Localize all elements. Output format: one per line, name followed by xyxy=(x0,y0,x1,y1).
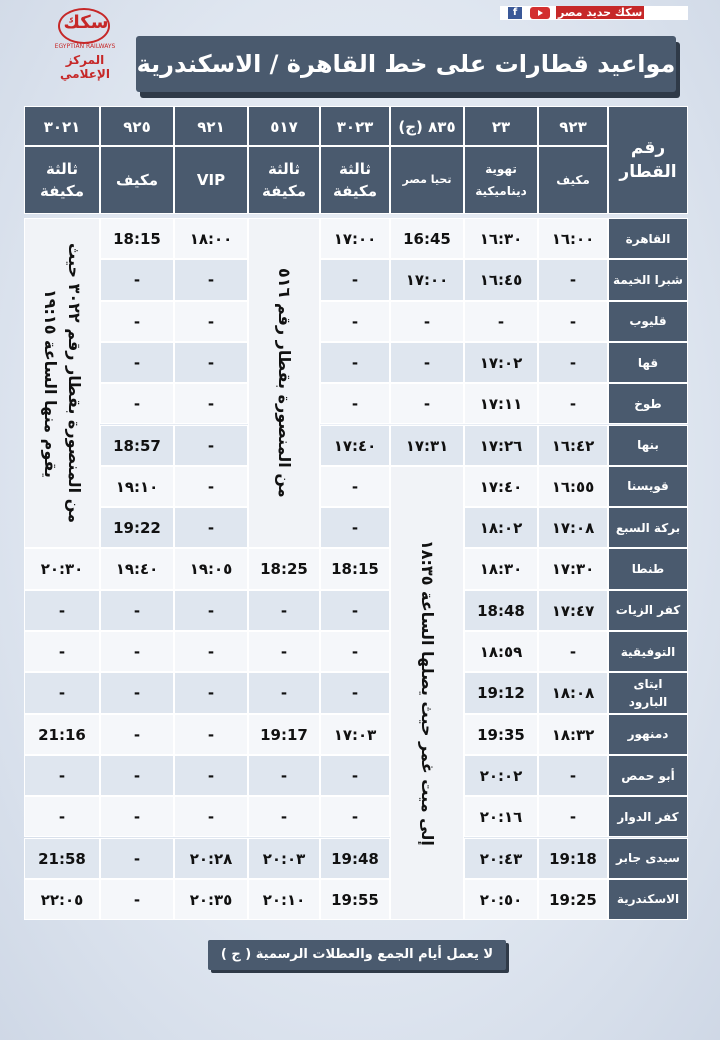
train-type-header: تهوية ديناميكية xyxy=(464,146,538,214)
time-cell: ١٩:٤٠ xyxy=(100,548,174,589)
station-name: شبرا الخيمة xyxy=(608,259,688,300)
time-cell: 21:58 xyxy=(24,838,100,879)
time-cell: - xyxy=(174,796,248,837)
merged-note-517-text: من المنصورة بقطار رقم ٥١٦ xyxy=(275,268,294,499)
time-cell: 19:22 xyxy=(100,507,174,548)
time-cell: - xyxy=(174,383,248,424)
logo-emblem xyxy=(58,8,110,44)
time-cell: - xyxy=(248,672,320,713)
time-cell: - xyxy=(100,259,174,300)
time-cell: - xyxy=(248,631,320,672)
station-name: سيدى جابر xyxy=(608,838,688,879)
time-cell: - xyxy=(320,755,390,796)
footer-note: ( ج ) لا يعمل أيام الجمع والعطلات الرسمية xyxy=(208,940,506,970)
time-cell: ١٧:٤٠ xyxy=(320,425,390,466)
time-cell: - xyxy=(174,342,248,383)
time-cell: ١٧:٠٢ xyxy=(464,342,538,383)
merged-note-517 xyxy=(248,218,320,548)
train-number-header: ٥١٧ xyxy=(248,106,320,146)
station-name: بركة السبع xyxy=(608,507,688,548)
station-name: ايتاى البارود xyxy=(608,672,688,713)
railways-logo xyxy=(40,8,130,81)
time-cell: - xyxy=(174,631,248,672)
train-number-header: ٨٣٥ (ج) xyxy=(390,106,464,146)
station-name: أبو حمص xyxy=(608,755,688,796)
time-cell: - xyxy=(174,714,248,755)
time-cell: 18:15 xyxy=(100,218,174,259)
time-cell: - xyxy=(390,383,464,424)
page-title: مواعيد قطارات على خط القاهرة / الاسكندرية xyxy=(136,50,676,78)
train-type-header: ثالثة مكيفة xyxy=(248,146,320,214)
time-cell: ١٧:١١ xyxy=(464,383,538,424)
time-cell: - xyxy=(100,383,174,424)
time-cell: ٢٠:٣٠ xyxy=(24,548,100,589)
time-cell: 21:16 xyxy=(24,714,100,755)
time-cell: ١٦:٤٥ xyxy=(464,259,538,300)
time-cell: - xyxy=(390,301,464,342)
time-cell: 19:35 xyxy=(464,714,538,755)
station-name: كفر الزيات xyxy=(608,590,688,631)
time-cell: ٢٠:٤٣ xyxy=(464,838,538,879)
logo-subtitle: EGYPTIAN RAILWAYS xyxy=(54,43,116,50)
time-cell: - xyxy=(320,301,390,342)
train-type-header: VIP xyxy=(174,146,248,214)
time-cell: - xyxy=(24,631,100,672)
station-name: بنها xyxy=(608,425,688,466)
time-cell: ١٩:١٠ xyxy=(100,466,174,507)
time-cell: - xyxy=(538,383,608,424)
time-cell: ١٨:٠٢ xyxy=(464,507,538,548)
time-cell: - xyxy=(24,590,100,631)
time-cell: - xyxy=(248,590,320,631)
time-cell: ١٦:٥٥ xyxy=(538,466,608,507)
time-cell: 19:18 xyxy=(538,838,608,879)
station-name: الاسكندرية xyxy=(608,879,688,920)
logo-mark: سكك xyxy=(63,12,109,33)
time-cell: 18:15 xyxy=(320,548,390,589)
time-cell: - xyxy=(174,466,248,507)
time-cell: - xyxy=(100,879,174,920)
station-name: قويسنا xyxy=(608,466,688,507)
train-type-header: تحيا مصر xyxy=(390,146,464,214)
time-cell: - xyxy=(100,755,174,796)
time-cell: ١٧:٤٠ xyxy=(464,466,538,507)
time-cell: 19:25 xyxy=(538,879,608,920)
time-cell: - xyxy=(100,342,174,383)
time-cell: - xyxy=(538,755,608,796)
train-type-header: ثالثة مكيفة xyxy=(320,146,390,214)
time-cell: 16:45 xyxy=(390,218,464,259)
time-cell: ١٩:٠٥ xyxy=(174,548,248,589)
time-cell: - xyxy=(174,590,248,631)
time-cell: - xyxy=(24,796,100,837)
time-cell: ١٦:٣٠ xyxy=(464,218,538,259)
time-cell: - xyxy=(320,259,390,300)
time-cell: ١٧:٣١ xyxy=(390,425,464,466)
train-number-header: ٣٠٢١ xyxy=(24,106,100,146)
time-cell: - xyxy=(538,631,608,672)
facebook-icon: f xyxy=(508,7,522,19)
time-cell: - xyxy=(174,425,248,466)
time-cell: 18:48 xyxy=(464,590,538,631)
time-cell: ٢٠:٢٨ xyxy=(174,838,248,879)
time-cell: - xyxy=(390,342,464,383)
time-cell: ٢٠:٥٠ xyxy=(464,879,538,920)
train-type-header: مكيف xyxy=(538,146,608,214)
station-name: دمنهور xyxy=(608,714,688,755)
merged-note-3021-text: من المنصورة بقطار رقم ٣٠٢٢ حيث يقوم منها الساعة ١٩:١٥ xyxy=(41,243,84,524)
time-cell: ١٧:٠٠ xyxy=(320,218,390,259)
merged-note-3021 xyxy=(24,218,100,548)
time-cell: ١٦:٠٠ xyxy=(538,218,608,259)
train-type-header: مكيف xyxy=(100,146,174,214)
time-cell: - xyxy=(174,672,248,713)
time-cell: ١٨:٣٢ xyxy=(538,714,608,755)
time-cell: ٢٠:١٦ xyxy=(464,796,538,837)
train-number-header: ٩٢٣ xyxy=(538,106,608,146)
time-cell: - xyxy=(320,342,390,383)
logo-text: المركز الإعلامي xyxy=(60,53,110,81)
time-cell: ١٦:٤٢ xyxy=(538,425,608,466)
time-cell: 19:17 xyxy=(248,714,320,755)
station-name: قليوب xyxy=(608,301,688,342)
time-cell: - xyxy=(320,672,390,713)
time-cell: - xyxy=(464,301,538,342)
time-cell: ٢٠:١٠ xyxy=(248,879,320,920)
time-cell: - xyxy=(100,301,174,342)
time-cell: ١٨:٠٠ xyxy=(174,218,248,259)
time-cell: 19:12 xyxy=(464,672,538,713)
time-cell: - xyxy=(538,342,608,383)
time-cell: - xyxy=(100,631,174,672)
time-cell: ١٧:٢٦ xyxy=(464,425,538,466)
time-cell: 19:48 xyxy=(320,838,390,879)
merged-note-835 xyxy=(390,466,464,920)
time-cell: 18:25 xyxy=(248,548,320,589)
time-cell: - xyxy=(100,838,174,879)
time-cell: - xyxy=(174,755,248,796)
time-cell: - xyxy=(174,259,248,300)
time-cell: - xyxy=(248,796,320,837)
title-banner xyxy=(136,36,676,92)
social-bar xyxy=(500,6,688,20)
brand-text: سكك حديد مصر xyxy=(558,6,643,19)
train-number-header: ٢٣ xyxy=(464,106,538,146)
time-cell: ٢٠:٣٥ xyxy=(174,879,248,920)
train-number-header: ٩٢١ xyxy=(174,106,248,146)
time-cell: - xyxy=(174,301,248,342)
time-cell: - xyxy=(320,796,390,837)
station-name: طوخ xyxy=(608,383,688,424)
time-cell: ٢٠:٠٢ xyxy=(464,755,538,796)
time-cell: - xyxy=(100,590,174,631)
time-cell: - xyxy=(24,755,100,796)
time-cell: - xyxy=(320,383,390,424)
time-cell: - xyxy=(538,301,608,342)
station-name: القاهرة xyxy=(608,218,688,259)
time-cell: - xyxy=(100,672,174,713)
time-cell: - xyxy=(320,466,390,507)
train-type-header: ثالثة مكيفة xyxy=(24,146,100,214)
time-cell: - xyxy=(24,672,100,713)
header-corner: رقم القطار xyxy=(608,106,688,214)
time-cell: ١٧:٣٠ xyxy=(538,548,608,589)
time-cell: - xyxy=(320,631,390,672)
time-cell: 18:57 xyxy=(100,425,174,466)
time-cell: ٢٢:٠٥ xyxy=(24,879,100,920)
time-cell: ١٨:٣٠ xyxy=(464,548,538,589)
time-cell: - xyxy=(320,590,390,631)
station-name: طنطا xyxy=(608,548,688,589)
train-number-header: ٣٠٢٣ xyxy=(320,106,390,146)
time-cell: - xyxy=(100,796,174,837)
time-cell: ١٧:٠٣ xyxy=(320,714,390,755)
time-cell: - xyxy=(320,507,390,548)
station-name: التوفيقية xyxy=(608,631,688,672)
time-cell: ١٨:٥٩ xyxy=(464,631,538,672)
time-cell: ٢٠:٠٣ xyxy=(248,838,320,879)
time-cell: - xyxy=(174,507,248,548)
station-name: قها xyxy=(608,342,688,383)
time-cell: - xyxy=(538,796,608,837)
time-cell: - xyxy=(538,259,608,300)
time-cell: ١٧:٤٧ xyxy=(538,590,608,631)
youtube-icon xyxy=(530,7,550,19)
time-cell: 19:55 xyxy=(320,879,390,920)
merged-note-835-text: إلى ميت غمر حيث يصلها الساعة ١٨:٣٥ xyxy=(418,540,437,846)
time-cell: ١٧:٠٨ xyxy=(538,507,608,548)
time-cell: - xyxy=(248,755,320,796)
time-cell: ١٨:٠٨ xyxy=(538,672,608,713)
time-cell: - xyxy=(100,714,174,755)
train-number-header: ٩٢٥ xyxy=(100,106,174,146)
time-cell: ١٧:٠٠ xyxy=(390,259,464,300)
station-name: كفر الدوار xyxy=(608,796,688,837)
